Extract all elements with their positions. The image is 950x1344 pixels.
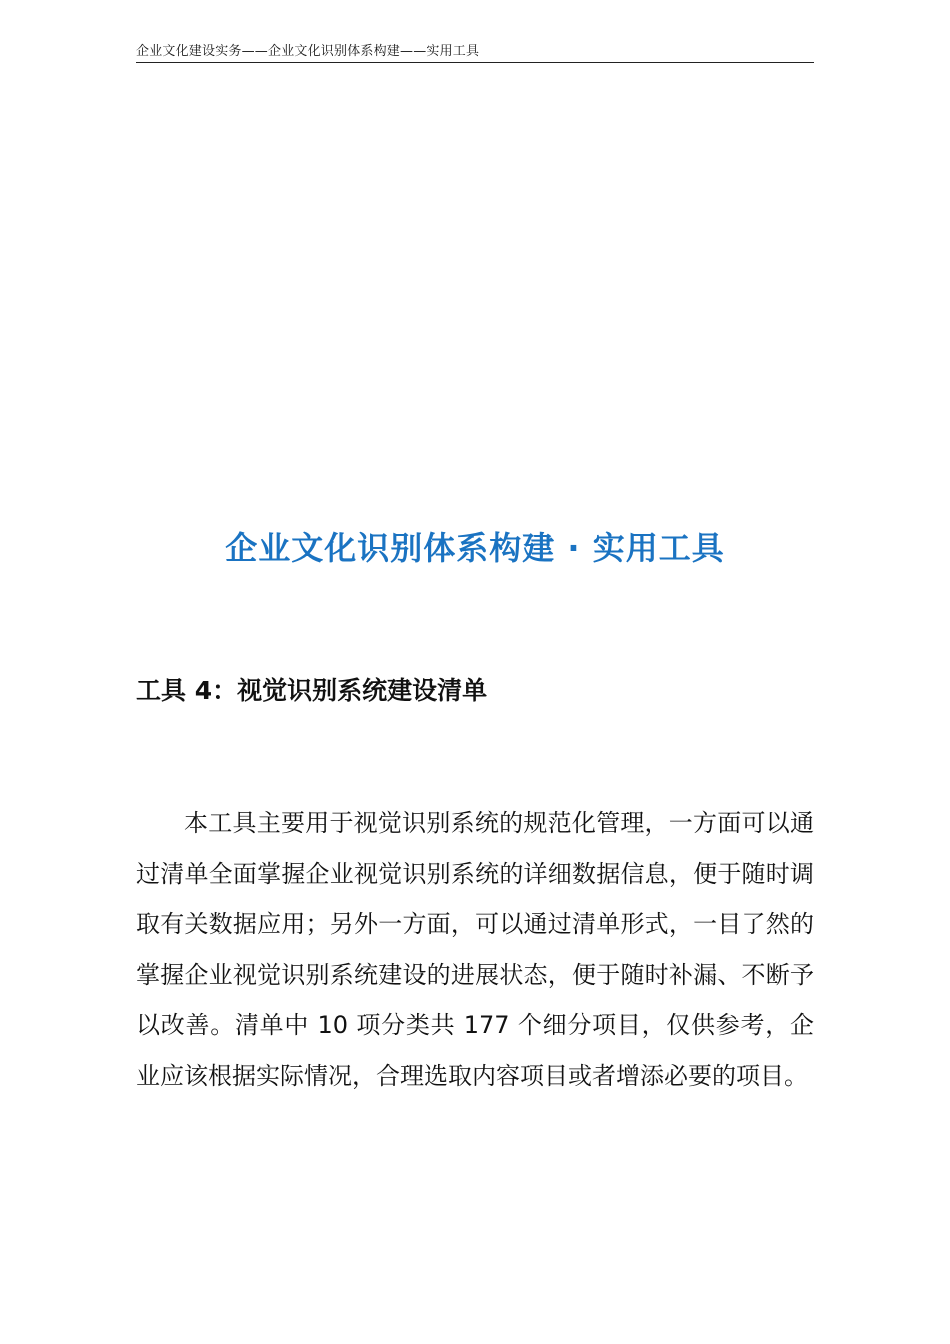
running-header-text: 企业文化建设实务——企业文化识别体系构建——实用工具 bbox=[136, 44, 480, 59]
running-header bbox=[136, 44, 814, 63]
tool-heading: 工具 4：视觉识别系统建设清单 bbox=[136, 675, 488, 705]
intro-paragraph: 本工具主要用于视觉识别系统的规范化管理，一方面可以通过清单全面掌握企业视觉识别系统的详细数据信息，便于随时调取有关数据应用；另外一方面，可以通过清单形式，一目了然的掌握企业视觉识别系统建设的进展状态，便于随时补漏、不断予以改善。清单中 10 项分类共 177 个细分项目，仅供参考，企业应该根据实际情况，合理选取内容项目或者增添必要的项目。 bbox=[136, 809, 814, 1090]
document-title: 企业文化识别体系构建 · 实用工具 bbox=[225, 529, 725, 568]
